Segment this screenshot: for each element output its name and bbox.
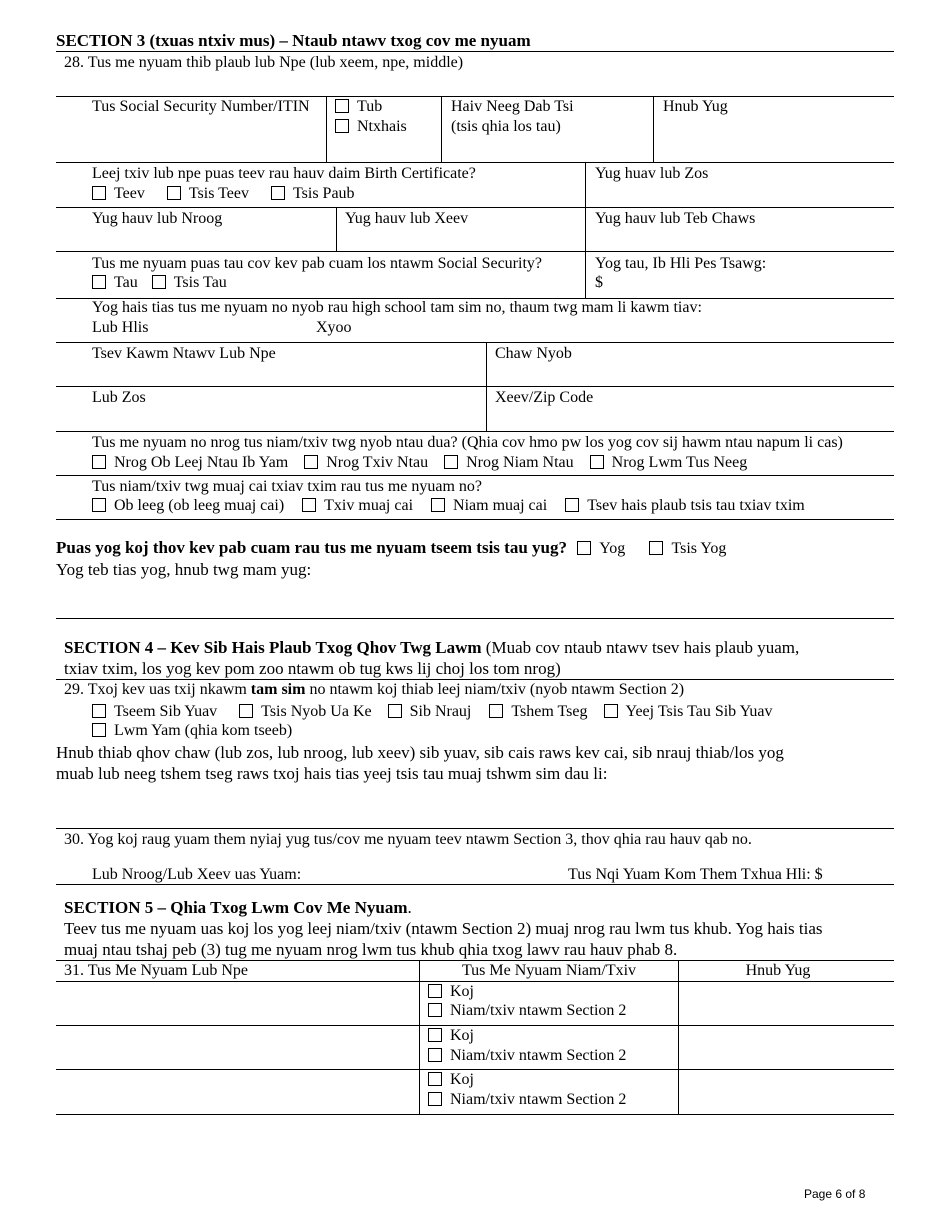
row-divider [56, 618, 894, 619]
unborn-yes-option[interactable]: Yog [577, 540, 625, 557]
checkbox[interactable] [428, 1092, 442, 1106]
col-header-child-name: 31. Tus Me Nyuam Lub Npe [64, 962, 249, 979]
section-5-description-1: Teev tus me nyuam uas koj los yog leej niam/txiv (ntawm Section 2) muaj nrog rau lwm tus khub. Yog hais tias [64, 919, 823, 938]
currency-symbol: $ [595, 274, 603, 291]
lives-with-options[interactable]: Nrog Ob Leej Ntau Ib Yam Nrog Txiv Ntau Nrog Niam Ntau Nrog Lwm Tus Neeg [92, 454, 769, 472]
table-bottom-border [56, 1114, 894, 1115]
checkbox[interactable] [302, 498, 316, 512]
section-4-title: SECTION 4 – Kev Sib Hais Plaub Txog Qhov Twg Lawm (Muab cov ntaub ntawv tsev hais plaub yuam, [64, 638, 800, 657]
due-date-label[interactable]: Yog teb tias yog, hnub twg mam yug: [56, 560, 312, 579]
row-divider [56, 162, 894, 163]
checkbox[interactable] [304, 455, 318, 469]
row-divider [56, 828, 894, 829]
checkbox[interactable] [335, 99, 349, 113]
row-1-parent-you[interactable]: Koj [428, 983, 474, 1001]
birth-state-label[interactable]: Yug huav lub Zos [595, 165, 709, 182]
support-amount-label[interactable]: Tus Nqi Yuam Kom Them Txhua Hli: $ [568, 866, 823, 883]
q28-label: 28. Tus me nyuam thib plaub lub Npe (lub xeem, npe, middle) [64, 54, 464, 71]
section-divider [56, 679, 894, 680]
table-row [56, 1069, 894, 1070]
race-label[interactable]: Haiv Neeg Dab Tsi [451, 98, 574, 115]
city-label[interactable]: Lub Zos [92, 389, 146, 406]
checkbox[interactable] [92, 498, 106, 512]
birth-city-label[interactable]: Yug hauv lub Xeev [345, 210, 469, 227]
cell-divider [585, 207, 586, 298]
unborn-child-question-row [56, 538, 726, 558]
checkbox[interactable] [489, 704, 503, 718]
row-1-parent-other[interactable]: Niam/txiv ntawm Section 2 [428, 1002, 626, 1020]
row-divider [56, 431, 894, 432]
checkbox[interactable] [92, 186, 106, 200]
graduation-year-label[interactable]: Xyoo [316, 319, 352, 336]
checkbox[interactable] [577, 541, 591, 555]
birth-cert-question: Leej txiv lub npe puas teev rau hauv daim Birth Certificate? [92, 165, 476, 182]
zip-label[interactable]: Xeev/Zip Code [495, 389, 594, 406]
marital-status-options[interactable]: Tseem Sib Yuav Tsis Nyob Ua Ke Sib Nrauj Tshem Tseg Yeej Tsis Tau Sib Yuav [92, 703, 794, 721]
section-5-description-2: muaj ntau tshaj peb (3) tug me nyuam nrog lwm tus khub qhia txog lawv rau hauv phab 8. [64, 940, 678, 959]
ss-benefit-options[interactable]: Tau Tsis Tau [92, 274, 249, 292]
school-name-label[interactable]: Tsev Kawm Ntawv Lub Npe [92, 345, 276, 362]
row-divider [56, 207, 894, 208]
row-3-parent-you[interactable]: Koj [428, 1071, 474, 1089]
checkbox[interactable] [92, 455, 106, 469]
cell-divider [441, 96, 442, 162]
dob-label[interactable]: Hnub Yug [663, 98, 728, 115]
cell-divider [585, 162, 586, 207]
checkbox[interactable] [428, 984, 442, 998]
checkbox[interactable] [444, 455, 458, 469]
ssn-label[interactable]: Tus Social Security Number/ITIN [92, 98, 310, 115]
row-divider [56, 251, 894, 252]
q29-label: 29. Txoj kev uas txij nkawm tam sim no ntawm koj thiab leej niam/txiv (nyob ntawm Section 2) [64, 681, 685, 698]
checkbox[interactable] [428, 1072, 442, 1086]
row-divider [56, 386, 894, 387]
checkbox[interactable] [239, 704, 253, 718]
column-divider [678, 960, 679, 1114]
checkbox[interactable] [604, 704, 618, 718]
column-divider [419, 960, 420, 1114]
row-divider [56, 342, 894, 343]
checkbox[interactable] [388, 704, 402, 718]
cell-divider [653, 96, 654, 162]
row-divider [56, 475, 894, 476]
custody-question: Tus niam/txiv twg muaj cai txiav txim rau tus me nyuam no? [92, 478, 483, 495]
birth-country-label[interactable]: Yug hauv lub Teb Chaws [595, 210, 756, 227]
section-5-title: SECTION 5 – Qhia Txog Lwm Cov Me Nyuam. [64, 898, 412, 917]
checkbox[interactable] [152, 275, 166, 289]
sex-option-girl[interactable]: Ntxhais [335, 118, 407, 136]
graduation-question: Yog hais tias tus me nyuam no nyob rau high school tam sim no, thaum twg mam li kawm tiav: [92, 299, 702, 316]
unborn-no-option[interactable]: Tsis Yog [649, 540, 726, 557]
checkbox[interactable] [428, 1003, 442, 1017]
checkbox[interactable] [92, 723, 106, 737]
checkbox[interactable] [565, 498, 579, 512]
table-top-border [56, 960, 894, 961]
birth-county-label[interactable]: Yug hauv lub Nroog [92, 210, 223, 227]
section-3-title: SECTION 3 (txuas ntxiv mus) – Ntaub ntawv txog cov me nyuam [56, 31, 531, 50]
page-number: Page 6 of 8 [804, 1187, 866, 1201]
graduation-month-label[interactable]: Lub Hlis [92, 319, 149, 336]
marriage-detail-line-2: muab lub neeg tshem tseg raws txoj hais tias yeej tsis tau muaj tshwm sim dau li: [56, 764, 608, 783]
row-2-parent-you[interactable]: Koj [428, 1027, 474, 1045]
birth-cert-options[interactable]: Teev Tsis Teev Tsis Paub [92, 185, 377, 203]
unborn-child-question: Puas yog koj thov kev pab cuam rau tus me nyuam tseem tsis tau yug? [56, 538, 567, 557]
section-divider [56, 51, 894, 52]
checkbox[interactable] [431, 498, 445, 512]
section-4-subtitle: txiav txim, los yog kev pom zoo ntawm ob tug kws lij choj los tom nrog) [64, 659, 561, 678]
checkbox[interactable] [92, 275, 106, 289]
table-row [56, 1025, 894, 1026]
row-divider [56, 96, 894, 97]
checkbox[interactable] [271, 186, 285, 200]
checkbox[interactable] [335, 119, 349, 133]
sex-option-boy[interactable]: Tub [335, 98, 382, 116]
lives-with-question: Tus me nyuam no nrog tus niam/txiv twg nyob ntau dua? (Qhia cov hmo pw los yog cov sij hawm ntau napum li cas) [92, 434, 843, 451]
row-2-parent-other[interactable]: Niam/txiv ntawm Section 2 [428, 1047, 626, 1065]
cell-divider [326, 96, 327, 162]
row-divider [56, 884, 894, 885]
court-location-label[interactable]: Lub Nroog/Lub Xeev uas Yuam: [92, 866, 302, 883]
monthly-amount-label[interactable]: Yog tau, Ib Hli Pes Tsawg: [595, 255, 767, 272]
checkbox[interactable] [590, 455, 604, 469]
row-3-parent-other[interactable]: Niam/txiv ntawm Section 2 [428, 1091, 626, 1109]
checkbox[interactable] [92, 704, 106, 718]
checkbox[interactable] [428, 1028, 442, 1042]
marriage-detail-line-1: Hnub thiab qhov chaw (lub zos, lub nroog, lub xeev) sib yuav, sib cais raws kev cai, sib nrauj thiab/los yog [56, 743, 784, 762]
row-divider [56, 981, 894, 982]
ss-benefit-question: Tus me nyuam puas tau cov kev pab cuam los ntawm Social Security? [92, 255, 542, 272]
custody-options[interactable]: Ob leeg (ob leeg muaj cai) Txiv muaj cai Niam muaj cai Tsev hais plaub tsis tau txiav txim [92, 497, 827, 515]
checkbox[interactable] [649, 541, 663, 555]
q30-label: 30. Yog koj raug yuam them nyiaj yug tus/cov me nyuam teev ntawm Section 3, thov qhia rau hauv qab no. [64, 831, 752, 848]
col-header-parent: Tus Me Nyuam Niam/Txiv [461, 962, 637, 979]
col-header-dob: Hnub Yug [745, 962, 811, 979]
cell-divider [336, 207, 337, 251]
marital-status-other[interactable]: Lwm Yam (qhia kom tseeb) [92, 722, 292, 740]
race-optional-note: (tsis qhia los tau) [451, 118, 561, 135]
checkbox[interactable] [428, 1048, 442, 1062]
row-divider [56, 519, 894, 520]
address-label[interactable]: Chaw Nyob [495, 345, 572, 362]
checkbox[interactable] [167, 186, 181, 200]
